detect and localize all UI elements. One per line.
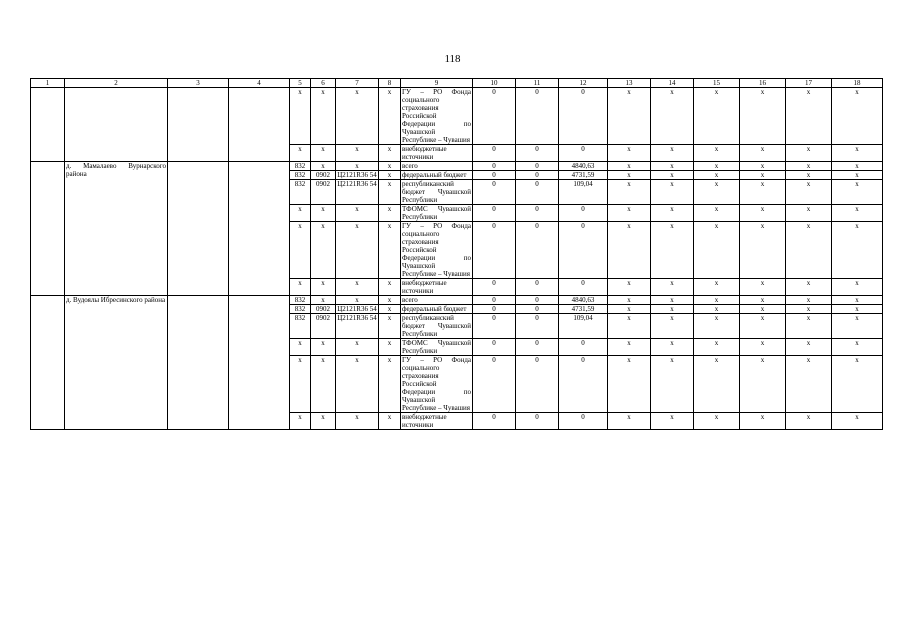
value-cell-c10: 0 xyxy=(473,296,516,305)
value-cell-c14: x xyxy=(651,88,694,145)
value-cell-c8: x xyxy=(379,314,401,339)
value-cell-c17: x xyxy=(786,180,832,205)
value-cell-c16: x xyxy=(740,180,786,205)
value-cell-c5: x xyxy=(290,339,311,356)
value-cell-c8: x xyxy=(379,296,401,305)
value-cell-c5: 832 xyxy=(290,171,311,180)
value-cell-c16: x xyxy=(740,162,786,171)
value-cell-c14: x xyxy=(651,180,694,205)
value-cell-c7: x xyxy=(336,296,379,305)
value-cell-c15: x xyxy=(694,339,740,356)
value-cell-c12: 4731,59 xyxy=(559,305,608,314)
funding-source-cell: ГУ – РО Фонда социального страхования Российской Федерации по Чувашской Республике – Чувашия xyxy=(402,222,471,278)
value-cell-c5: x xyxy=(290,356,311,413)
value-cell-c12: 0 xyxy=(559,279,608,296)
empty-cell-col4 xyxy=(229,162,290,296)
value-cell-c15: x xyxy=(694,205,740,222)
value-cell-c10: 0 xyxy=(473,145,516,162)
empty-cell-col1 xyxy=(31,162,65,296)
value-cell-c16: x xyxy=(740,413,786,430)
funding-source-cell: федеральный бюджет xyxy=(401,171,473,180)
value-cell-c13: x xyxy=(608,145,651,162)
value-cell-c11: 0 xyxy=(516,145,559,162)
value-cell-c10: 0 xyxy=(473,88,516,145)
value-cell-c5: 832 xyxy=(290,296,311,305)
column-number-15: 15 xyxy=(694,79,740,88)
value-cell-c18: x xyxy=(832,314,883,339)
value-cell-c7: x xyxy=(336,162,379,171)
value-cell-c16: x xyxy=(740,205,786,222)
value-cell-c15: x xyxy=(694,145,740,162)
value-cell-c7: Ц2121R36 54 xyxy=(336,314,379,339)
value-cell-c8: x xyxy=(379,356,401,413)
value-cell-c16: x xyxy=(740,314,786,339)
value-cell-c12: 4840,63 xyxy=(559,296,608,305)
value-cell-c17: x xyxy=(786,413,832,430)
column-number-16: 16 xyxy=(740,79,786,88)
value-cell-c10: 0 xyxy=(473,180,516,205)
value-cell-c8: x xyxy=(379,145,401,162)
value-cell-c11: 0 xyxy=(516,180,559,205)
value-cell-c7: x xyxy=(336,145,379,162)
value-cell-c14: x xyxy=(651,356,694,413)
value-cell-c16: x xyxy=(740,339,786,356)
value-cell-c10: 0 xyxy=(473,339,516,356)
value-cell-c16: x xyxy=(740,296,786,305)
value-cell-c7: x xyxy=(336,88,379,145)
value-cell-c11: 0 xyxy=(516,88,559,145)
value-cell-c8: x xyxy=(379,413,401,430)
value-cell-c15: x xyxy=(694,356,740,413)
value-cell-c16: x xyxy=(740,305,786,314)
value-cell-c8: x xyxy=(379,88,401,145)
value-cell-c13: x xyxy=(608,171,651,180)
value-cell-c14: x xyxy=(651,205,694,222)
value-cell-c18: x xyxy=(832,339,883,356)
value-cell-c7: x xyxy=(336,413,379,430)
value-cell-c7: x xyxy=(336,339,379,356)
value-cell-c5: 832 xyxy=(290,314,311,339)
value-cell-c10: 0 xyxy=(473,413,516,430)
column-number-14: 14 xyxy=(651,79,694,88)
value-cell-c15: x xyxy=(694,279,740,296)
value-cell-c18: x xyxy=(832,222,883,279)
value-cell-c17: x xyxy=(786,356,832,413)
value-cell-c17: x xyxy=(786,205,832,222)
value-cell-c6: x xyxy=(311,88,336,145)
value-cell-c11: 0 xyxy=(516,222,559,279)
value-cell-c5: x xyxy=(290,145,311,162)
column-number-8: 8 xyxy=(379,79,401,88)
value-cell-c13: x xyxy=(608,205,651,222)
value-cell-c14: x xyxy=(651,314,694,339)
empty-cell-col3 xyxy=(168,162,229,296)
value-cell-c18: x xyxy=(832,145,883,162)
value-cell-c13: x xyxy=(608,296,651,305)
value-cell-c18: x xyxy=(832,180,883,205)
value-cell-c11: 0 xyxy=(516,314,559,339)
funding-source-cell: внебюджетные источники xyxy=(401,279,473,296)
empty-cell-col1 xyxy=(31,88,65,162)
value-cell-c5: 832 xyxy=(290,162,311,171)
value-cell-c14: x xyxy=(651,413,694,430)
value-cell-c14: x xyxy=(651,222,694,279)
value-cell-c18: x xyxy=(832,88,883,145)
value-cell-c14: x xyxy=(651,305,694,314)
funding-source-cell: федеральный бюджет xyxy=(401,305,473,314)
value-cell-c8: x xyxy=(379,162,401,171)
column-number-5: 5 xyxy=(290,79,311,88)
value-cell-c16: x xyxy=(740,145,786,162)
value-cell-c6: 0902 xyxy=(311,305,336,314)
value-cell-c11: 0 xyxy=(516,296,559,305)
value-cell-c17: x xyxy=(786,314,832,339)
column-number-10: 10 xyxy=(473,79,516,88)
value-cell-c14: x xyxy=(651,296,694,305)
funding-source-cell: ТФОМС Чувашской Республики xyxy=(402,339,471,355)
value-cell-c12: 0 xyxy=(559,413,608,430)
value-cell-c12: 0 xyxy=(559,339,608,356)
funding-source-cell: всего xyxy=(401,162,473,171)
funding-source-cell: республиканский бюджет Чувашской Республики xyxy=(402,314,471,338)
value-cell-c14: x xyxy=(651,171,694,180)
value-cell-c8: x xyxy=(379,279,401,296)
value-cell-c12: 0 xyxy=(559,205,608,222)
value-cell-c8: x xyxy=(379,305,401,314)
value-cell-c15: x xyxy=(694,222,740,279)
value-cell-c6: 0902 xyxy=(311,180,336,205)
value-cell-c11: 0 xyxy=(516,171,559,180)
value-cell-c6: 0902 xyxy=(311,171,336,180)
value-cell-c13: x xyxy=(608,222,651,279)
value-cell-c17: x xyxy=(786,305,832,314)
value-cell-c10: 0 xyxy=(473,205,516,222)
funding-source-cell: республиканский бюджет Чувашской Республики xyxy=(402,180,471,204)
value-cell-c17: x xyxy=(786,171,832,180)
value-cell-c8: x xyxy=(379,180,401,205)
empty-cell-col3 xyxy=(168,296,229,430)
value-cell-c15: x xyxy=(694,314,740,339)
budget-table xyxy=(30,78,883,430)
value-cell-c12: 4731,59 xyxy=(559,171,608,180)
value-cell-c10: 0 xyxy=(473,356,516,413)
value-cell-c6: x xyxy=(311,279,336,296)
value-cell-c6: x xyxy=(311,356,336,413)
value-cell-c18: x xyxy=(832,171,883,180)
value-cell-c14: x xyxy=(651,339,694,356)
value-cell-c18: x xyxy=(832,205,883,222)
value-cell-c14: x xyxy=(651,145,694,162)
value-cell-c15: x xyxy=(694,180,740,205)
column-number-17: 17 xyxy=(786,79,832,88)
column-number-7: 7 xyxy=(336,79,379,88)
value-cell-c8: x xyxy=(379,339,401,356)
value-cell-c13: x xyxy=(608,162,651,171)
value-cell-c16: x xyxy=(740,171,786,180)
column-number-18: 18 xyxy=(832,79,883,88)
settlement-name: д. Вудоялы Ибресинского района xyxy=(65,296,168,430)
value-cell-c7: x xyxy=(336,222,379,279)
value-cell-c13: x xyxy=(608,279,651,296)
value-cell-c11: 0 xyxy=(516,305,559,314)
value-cell-c7: Ц2121R36 54 xyxy=(337,171,377,179)
value-cell-c8: x xyxy=(379,205,401,222)
value-cell-c6: x xyxy=(311,413,336,430)
value-cell-c12: 0 xyxy=(559,145,608,162)
column-number-3: 3 xyxy=(168,79,229,88)
value-cell-c11: 0 xyxy=(516,279,559,296)
value-cell-c15: x xyxy=(694,88,740,145)
value-cell-c16: x xyxy=(740,279,786,296)
value-cell-c6: x xyxy=(311,162,336,171)
column-number-9: 9 xyxy=(401,79,473,88)
value-cell-c8: x xyxy=(379,171,401,180)
value-cell-c10: 0 xyxy=(473,162,516,171)
table-row xyxy=(31,88,883,145)
funding-source-cell: внебюджетные источники xyxy=(401,145,473,162)
header-row xyxy=(31,79,883,88)
column-number-12: 12 xyxy=(559,79,608,88)
settlement-name: д. Мамалаево Вурнарского района xyxy=(65,162,168,296)
value-cell-c13: x xyxy=(608,356,651,413)
column-number-1: 1 xyxy=(31,79,65,88)
funding-source-cell: всего xyxy=(401,296,473,305)
value-cell-c10: 0 xyxy=(473,222,516,279)
value-cell-c6: 0902 xyxy=(311,314,336,339)
value-cell-c7: x xyxy=(336,356,379,413)
value-cell-c15: x xyxy=(694,305,740,314)
value-cell-c18: x xyxy=(832,279,883,296)
value-cell-c10: 0 xyxy=(473,279,516,296)
value-cell-c10: 0 xyxy=(473,314,516,339)
value-cell-c14: x xyxy=(651,162,694,171)
value-cell-c18: x xyxy=(832,305,883,314)
value-cell-c8: x xyxy=(379,222,401,279)
value-cell-c15: x xyxy=(694,296,740,305)
value-cell-c6: x xyxy=(311,145,336,162)
table-row xyxy=(31,296,883,305)
value-cell-c18: x xyxy=(832,413,883,430)
value-cell-c17: x xyxy=(786,279,832,296)
value-cell-c12: 0 xyxy=(559,356,608,413)
value-cell-c17: x xyxy=(786,339,832,356)
funding-source-cell: внебюджетные источники xyxy=(401,413,473,430)
value-cell-c12: 109,04 xyxy=(559,180,608,205)
value-cell-c18: x xyxy=(832,296,883,305)
value-cell-c6: x xyxy=(311,339,336,356)
value-cell-c18: x xyxy=(832,356,883,413)
value-cell-c5: x xyxy=(290,222,311,279)
value-cell-c12: 0 xyxy=(559,222,608,279)
value-cell-c5: x xyxy=(290,205,311,222)
column-number-13: 13 xyxy=(608,79,651,88)
empty-cell-col4 xyxy=(229,296,290,430)
value-cell-c5: 832 xyxy=(290,305,311,314)
value-cell-c11: 0 xyxy=(516,339,559,356)
funding-source-cell: ГУ – РО Фонда социального страхования Российской Федерации по Чувашской Республике – Чувашия xyxy=(402,88,471,144)
value-cell-c17: x xyxy=(786,145,832,162)
value-cell-c5: x xyxy=(290,88,311,145)
value-cell-c5: x xyxy=(290,279,311,296)
value-cell-c13: x xyxy=(608,413,651,430)
value-cell-c7: Ц2121R36 54 xyxy=(336,180,379,205)
value-cell-c12: 109,04 xyxy=(559,314,608,339)
empty-cell-col1 xyxy=(31,296,65,430)
value-cell-c15: x xyxy=(694,413,740,430)
value-cell-c13: x xyxy=(608,180,651,205)
value-cell-c15: x xyxy=(694,162,740,171)
column-number-6: 6 xyxy=(311,79,336,88)
value-cell-c13: x xyxy=(608,305,651,314)
value-cell-c13: x xyxy=(608,339,651,356)
table-row xyxy=(31,162,883,171)
value-cell-c13: x xyxy=(608,314,651,339)
column-number-11: 11 xyxy=(516,79,559,88)
value-cell-c11: 0 xyxy=(516,413,559,430)
empty-cell-col3 xyxy=(168,88,229,162)
value-cell-c13: x xyxy=(608,88,651,145)
value-cell-c12: 4840,63 xyxy=(559,162,608,171)
value-cell-c5: x xyxy=(290,413,311,430)
column-number-4: 4 xyxy=(229,79,290,88)
value-cell-c7: Ц2121R36 54 xyxy=(337,305,377,313)
value-cell-c17: x xyxy=(786,296,832,305)
funding-source-cell: ТФОМС Чувашской Республики xyxy=(402,205,471,221)
value-cell-c18: x xyxy=(832,162,883,171)
value-cell-c11: 0 xyxy=(516,162,559,171)
value-cell-c11: 0 xyxy=(516,356,559,413)
value-cell-c16: x xyxy=(740,88,786,145)
column-number-2: 2 xyxy=(65,79,168,88)
value-cell-c15: x xyxy=(694,171,740,180)
page-number: 118 xyxy=(444,53,461,65)
empty-cell-col4 xyxy=(229,88,290,162)
value-cell-c16: x xyxy=(740,356,786,413)
value-cell-c12: 0 xyxy=(559,88,608,145)
empty-cell-col2 xyxy=(65,88,168,162)
value-cell-c10: 0 xyxy=(473,171,516,180)
value-cell-c5: 832 xyxy=(290,180,311,205)
value-cell-c6: x xyxy=(311,296,336,305)
value-cell-c17: x xyxy=(786,88,832,145)
value-cell-c16: x xyxy=(740,222,786,279)
value-cell-c7: x xyxy=(336,205,379,222)
funding-source-cell: ГУ – РО Фонда социального страхования Российской Федерации по Чувашской Республике – Чувашия xyxy=(402,356,471,412)
value-cell-c17: x xyxy=(786,162,832,171)
value-cell-c17: x xyxy=(786,222,832,279)
value-cell-c10: 0 xyxy=(473,305,516,314)
value-cell-c7: x xyxy=(336,279,379,296)
value-cell-c11: 0 xyxy=(516,205,559,222)
value-cell-c6: x xyxy=(311,222,336,279)
value-cell-c14: x xyxy=(651,279,694,296)
value-cell-c6: x xyxy=(311,205,336,222)
